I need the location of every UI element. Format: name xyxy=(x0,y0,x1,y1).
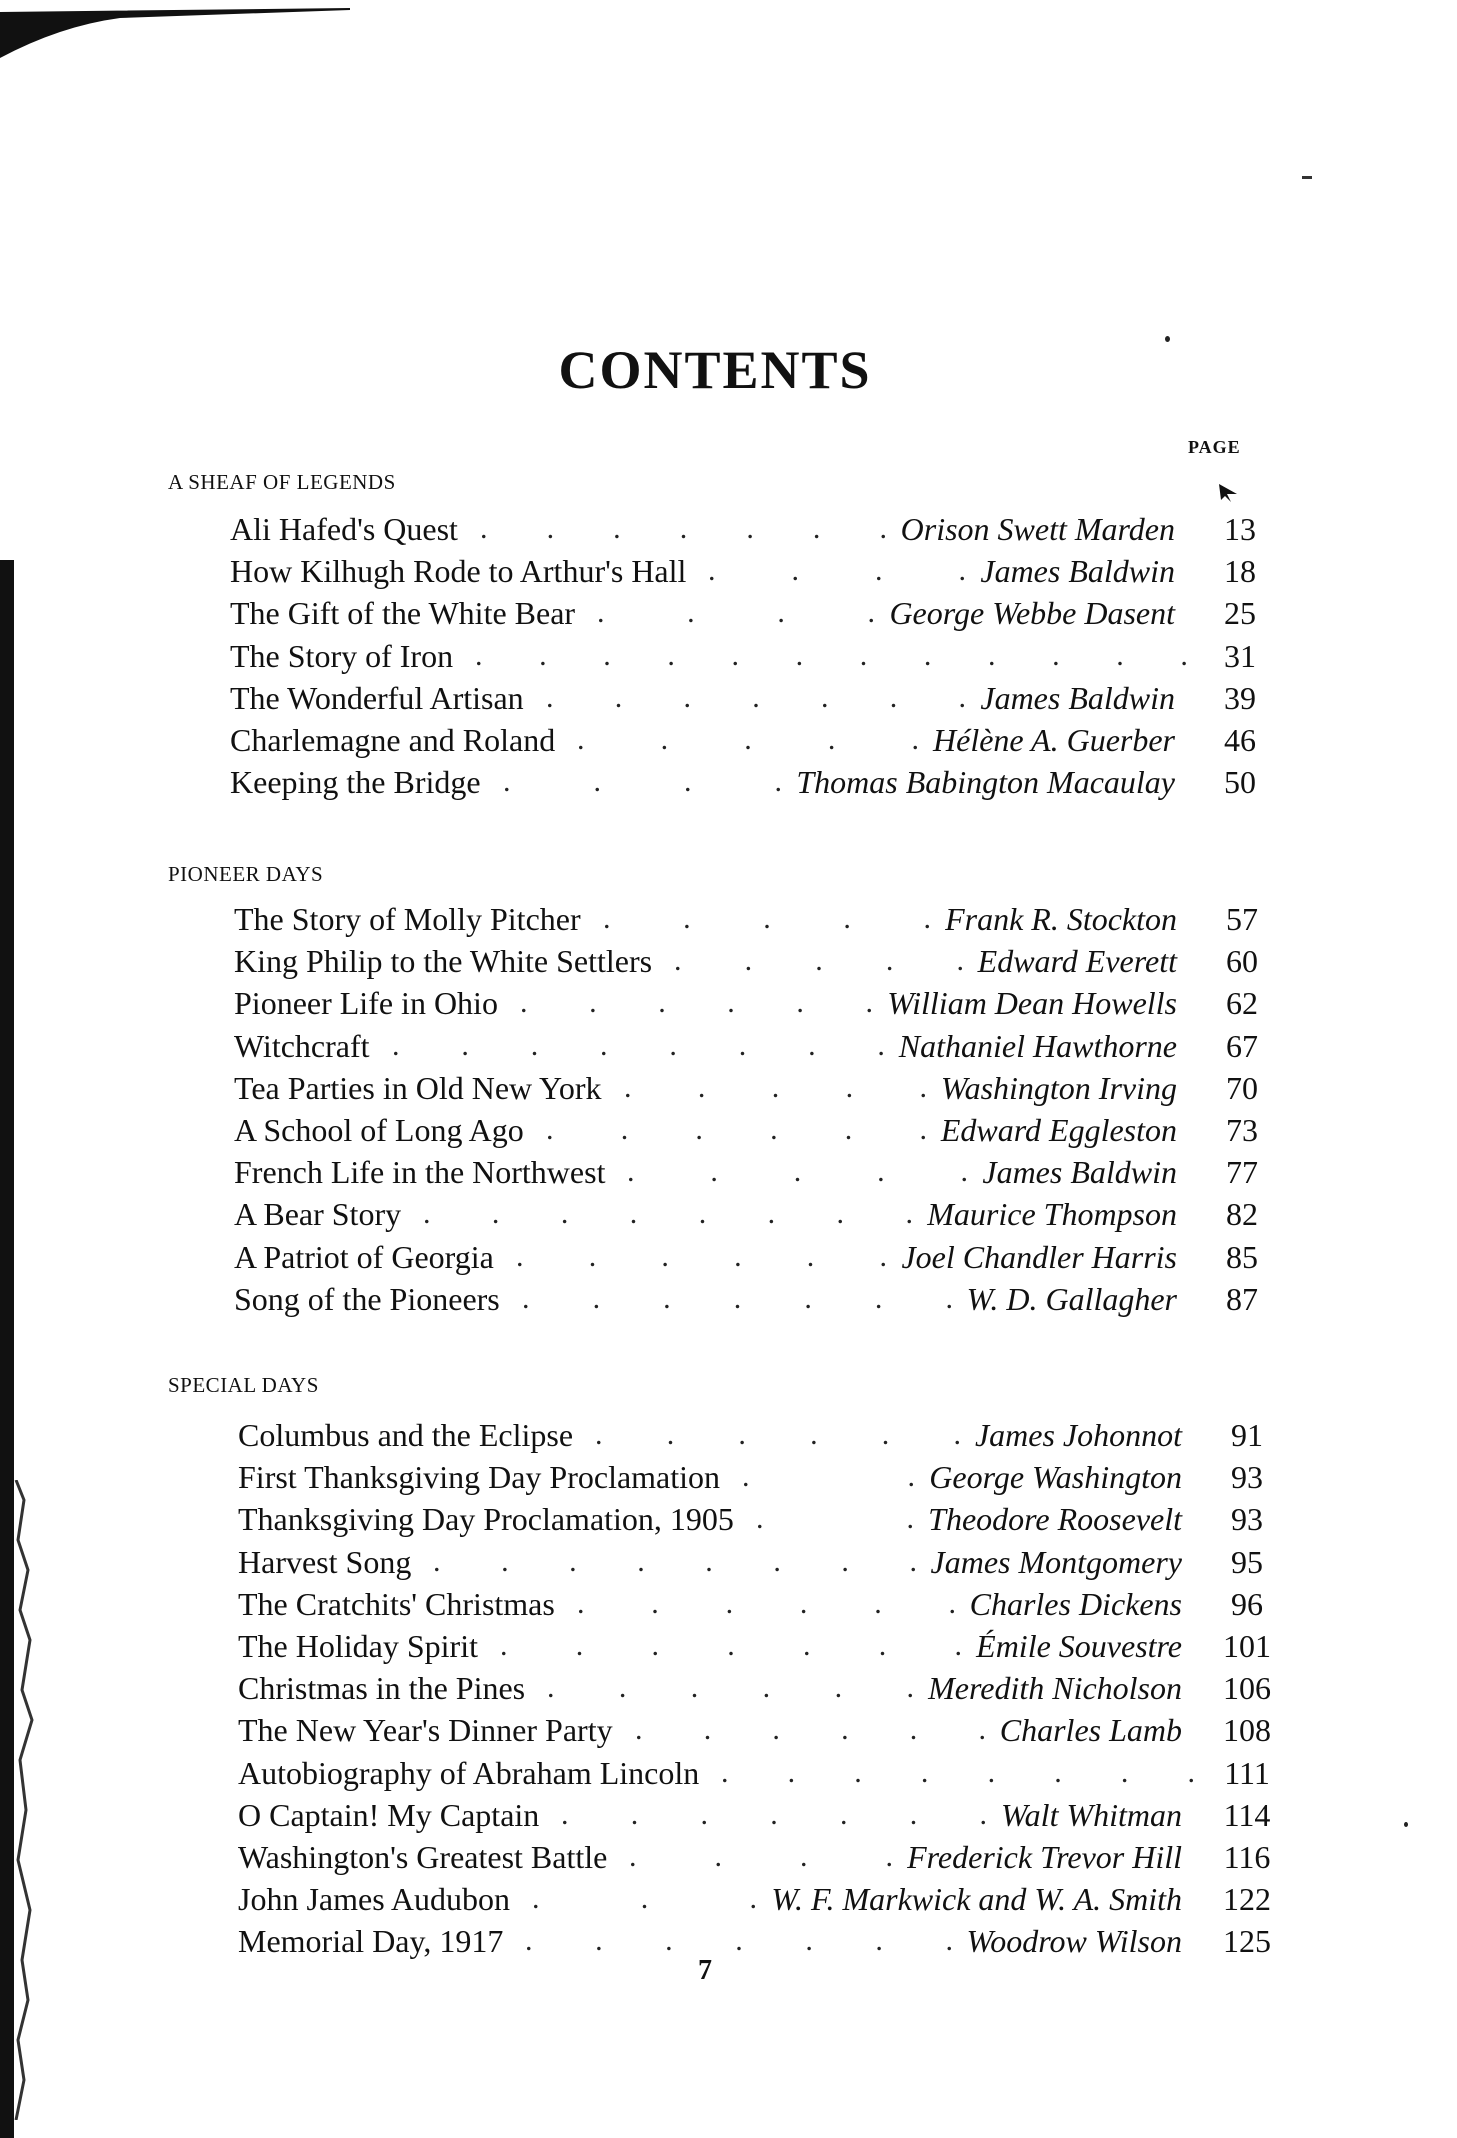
dot-leader: . . . . . xyxy=(603,902,931,935)
entry-page-number: 67 xyxy=(1226,1027,1258,1064)
entry-page-number: 101 xyxy=(1223,1627,1271,1664)
toc-list-pioneer xyxy=(0,898,1457,1320)
entry-title: French Life in the Northwest xyxy=(234,1154,606,1191)
dot-leader: . . . . xyxy=(629,1839,893,1873)
entry-page-number: 108 xyxy=(1223,1712,1271,1749)
toc-entry xyxy=(0,1236,1457,1278)
entry-page-number: 87 xyxy=(1226,1280,1258,1317)
entry-page-number: 60 xyxy=(1226,943,1258,980)
entry-author: Frederick Trevor Hill xyxy=(907,1838,1182,1875)
entry-page-number: 85 xyxy=(1226,1238,1258,1275)
entry-author: W. F. Markwick and W. A. Smith xyxy=(771,1881,1182,1918)
entry-author: James Baldwin xyxy=(980,679,1175,716)
toc-entry xyxy=(0,1541,1457,1583)
entry-page-number: 62 xyxy=(1226,985,1258,1022)
dot-leader: . . xyxy=(756,1502,914,1536)
entry-title: The Wonderful Artisan xyxy=(230,679,524,716)
dot-leader: . . . . . xyxy=(674,944,964,978)
toc-list-special xyxy=(0,1414,1457,1962)
dot-leader: . . . . . xyxy=(627,1155,968,1189)
entry-author: Charles Lamb xyxy=(999,1712,1182,1749)
dot-leader: . . . . . . xyxy=(595,1418,961,1451)
toc-entry xyxy=(0,1583,1457,1625)
entry-author: George Webbe Dasent xyxy=(889,595,1175,632)
entry-title: Witchcraft xyxy=(234,1027,370,1064)
entry-author: W. D. Gallagher xyxy=(966,1280,1177,1317)
entry-author: Hélène A. Guerber xyxy=(933,721,1175,758)
entry-author: Edward Everett xyxy=(977,943,1177,980)
entry-author: Orison Swett Marden xyxy=(900,511,1175,547)
toc-entry xyxy=(0,1456,1457,1498)
entry-page-number: 95 xyxy=(1231,1543,1263,1580)
entry-title: Ali Hafed's Quest xyxy=(230,511,458,547)
toc-entry xyxy=(0,940,1457,982)
section-heading: SPECIAL DAYS xyxy=(168,1373,319,1397)
entry-title: The Cratchits' Christmas xyxy=(238,1585,555,1622)
entry-author: Maurice Thompson xyxy=(927,1196,1177,1233)
entry-author: Joel Chandler Harris xyxy=(901,1238,1177,1275)
dot-leader: . . . . . . xyxy=(547,1671,914,1705)
entry-author: Émile Souvestre xyxy=(976,1627,1182,1664)
dot-leader: . . . . . . . xyxy=(522,1281,953,1315)
page-title: CONTENTS xyxy=(558,340,872,400)
entry-title: Memorial Day, 1917 xyxy=(238,1923,504,1960)
toc-entry xyxy=(0,1836,1457,1878)
dot-leader: . . . . xyxy=(503,765,782,799)
dot-leader: . . . . . . xyxy=(635,1713,986,1747)
dot-leader: . . . . . . . . . . . . xyxy=(475,638,1188,672)
entry-title: How Kilhugh Rode to Arthur's Hall xyxy=(230,553,687,590)
entry-title: The New Year's Dinner Party xyxy=(238,1712,613,1749)
entry-title: Song of the Pioneers xyxy=(234,1280,500,1317)
toc-entry xyxy=(0,982,1457,1024)
entry-page-number: 31 xyxy=(1224,637,1256,674)
page-number: 7 xyxy=(698,1955,712,1986)
scan-corner-mark xyxy=(0,0,350,60)
entry-title: Thanksgiving Day Proclamation, 1905 xyxy=(238,1501,734,1538)
entry-page-number: 70 xyxy=(1226,1069,1258,1106)
pointer-mark-icon xyxy=(1217,482,1239,504)
entry-page-number: 111 xyxy=(1224,1754,1270,1791)
entry-author: George Washington xyxy=(929,1459,1182,1496)
toc-entry xyxy=(0,1878,1457,1920)
entry-page-number: 57 xyxy=(1226,901,1258,937)
entry-page-number: 125 xyxy=(1223,1923,1271,1960)
toc-entry xyxy=(0,677,1457,719)
dot-leader: . . . . . . . xyxy=(546,680,966,714)
entry-page-number: 93 xyxy=(1231,1459,1263,1496)
entry-author: Charles Dickens xyxy=(969,1585,1182,1622)
entry-page-number: 18 xyxy=(1224,553,1256,590)
dot-leader: . . . xyxy=(532,1882,757,1916)
entry-author: Woodrow Wilson xyxy=(966,1923,1182,1960)
dot-leader: . . . . . . xyxy=(516,1239,887,1273)
entry-title: O Captain! My Captain xyxy=(238,1796,540,1833)
entry-page-number: 39 xyxy=(1224,679,1256,716)
toc-entry xyxy=(0,1278,1457,1320)
entry-author: James Baldwin xyxy=(980,553,1175,590)
toc-entry xyxy=(0,761,1457,803)
entry-page-number: 82 xyxy=(1226,1196,1258,1233)
toc-entry xyxy=(0,1794,1457,1836)
toc-entry xyxy=(0,1667,1457,1709)
entry-title: The Gift of the White Bear xyxy=(230,595,576,632)
entry-author: Theodore Roosevelt xyxy=(928,1501,1182,1538)
dot-leader: . . xyxy=(742,1460,915,1494)
entry-title: Pioneer Life in Ohio xyxy=(234,985,498,1022)
entry-title: A Bear Story xyxy=(234,1196,402,1233)
toc-entry xyxy=(0,1151,1457,1193)
dot-leader: . . . . . . . . xyxy=(721,1755,1195,1789)
entry-title: First Thanksgiving Day Proclamation xyxy=(238,1459,721,1496)
section-heading: A SHEAF OF LEGENDS xyxy=(168,470,396,494)
entry-title: King Philip to the White Settlers xyxy=(234,943,653,980)
dot-leader: . . . . . . . . xyxy=(423,1197,913,1231)
toc-entry xyxy=(0,1920,1457,1962)
entry-page-number: 73 xyxy=(1226,1111,1258,1148)
page-column-header: PAGE xyxy=(1188,437,1241,457)
entry-page-number: 116 xyxy=(1223,1838,1271,1875)
dot-leader: . . . . . . . xyxy=(500,1628,962,1662)
toc-entry xyxy=(0,592,1457,634)
toc-entry xyxy=(0,1414,1457,1456)
dot-leader: . . . . . . . . xyxy=(433,1544,917,1578)
toc-entry xyxy=(0,719,1457,761)
scan-dash-mark xyxy=(1302,176,1312,179)
dot-leader: . . . . . . xyxy=(520,986,873,1020)
entry-author: James Montgomery xyxy=(930,1543,1182,1580)
entry-author: Frank R. Stockton xyxy=(945,901,1177,937)
entry-title: A School of Long Ago xyxy=(234,1111,524,1148)
dot-leader: . . . . xyxy=(597,596,875,630)
entry-title: The Story of Molly Pitcher xyxy=(234,901,581,937)
entry-page-number: 96 xyxy=(1231,1585,1263,1622)
entry-page-number: 25 xyxy=(1224,595,1256,632)
toc-entry xyxy=(0,1109,1457,1151)
entry-title: Autobiography of Abraham Lincoln xyxy=(238,1754,700,1791)
entry-page-number: 91 xyxy=(1231,1417,1263,1453)
entry-author: James Johonnot xyxy=(974,1417,1182,1453)
entry-title: A Patriot of Georgia xyxy=(234,1238,494,1275)
entry-author: Washington Irving xyxy=(940,1069,1177,1106)
entry-author: Walt Whitman xyxy=(1000,1796,1182,1833)
entry-title: Christmas in the Pines xyxy=(238,1670,526,1707)
entry-author: Meredith Nicholson xyxy=(928,1670,1182,1707)
toc-list-legends xyxy=(0,508,1457,803)
entry-title: John James Audubon xyxy=(238,1881,510,1918)
toc-entry xyxy=(0,1625,1457,1667)
entry-page-number: 50 xyxy=(1224,764,1256,801)
toc-entry xyxy=(0,1498,1457,1540)
dot-leader: . . . . . . . . xyxy=(392,1028,885,1062)
entry-title: Charlemagne and Roland xyxy=(230,721,556,758)
entry-page-number: 13 xyxy=(1224,511,1256,547)
dot-leader: . . . . . xyxy=(624,1070,927,1104)
entry-title: Washington's Greatest Battle xyxy=(238,1838,608,1875)
entry-author: William Dean Howells xyxy=(887,985,1177,1022)
dot-leader: . . . . . . . xyxy=(561,1797,987,1831)
toc-entry xyxy=(0,898,1457,940)
entry-title: Columbus and the Eclipse xyxy=(238,1417,574,1453)
entry-title: The Holiday Spirit xyxy=(238,1627,478,1664)
entry-page-number: 106 xyxy=(1223,1670,1271,1707)
entry-page-number: 77 xyxy=(1226,1154,1258,1191)
entry-title: Tea Parties in Old New York xyxy=(234,1069,602,1106)
toc-entry xyxy=(0,635,1457,677)
entry-page-number: 122 xyxy=(1223,1881,1271,1918)
entry-title: Keeping the Bridge xyxy=(230,764,481,801)
entry-title: The Story of Iron xyxy=(230,637,454,674)
entry-author: Thomas Babington Macaulay xyxy=(796,764,1175,801)
toc-entry xyxy=(0,1193,1457,1235)
dot-leader: . . . . . xyxy=(577,722,919,756)
entry-page-number: 46 xyxy=(1224,721,1256,758)
entry-page-number: 93 xyxy=(1231,1501,1263,1538)
entry-author: Edward Eggleston xyxy=(940,1111,1177,1148)
dot-leader: . . . . xyxy=(708,554,966,588)
toc-entry xyxy=(0,1752,1457,1794)
entry-author: James Baldwin xyxy=(982,1154,1177,1191)
toc-entry xyxy=(0,1025,1457,1067)
dot-leader: . . . . . . . xyxy=(525,1924,953,1958)
toc-entry xyxy=(0,550,1457,592)
toc-entry xyxy=(0,508,1457,550)
dot-leader: . . . . . . xyxy=(546,1112,927,1146)
entry-page-number: 114 xyxy=(1223,1796,1271,1833)
toc-entry xyxy=(0,1067,1457,1109)
entry-title: Harvest Song xyxy=(238,1543,412,1580)
toc-entry xyxy=(0,1709,1457,1751)
section-heading: PIONEER DAYS xyxy=(168,862,324,886)
dot-leader: . . . . . . xyxy=(577,1586,956,1620)
dot-leader: . . . . . . . xyxy=(480,512,887,545)
entry-author: Nathaniel Hawthorne xyxy=(898,1027,1177,1064)
